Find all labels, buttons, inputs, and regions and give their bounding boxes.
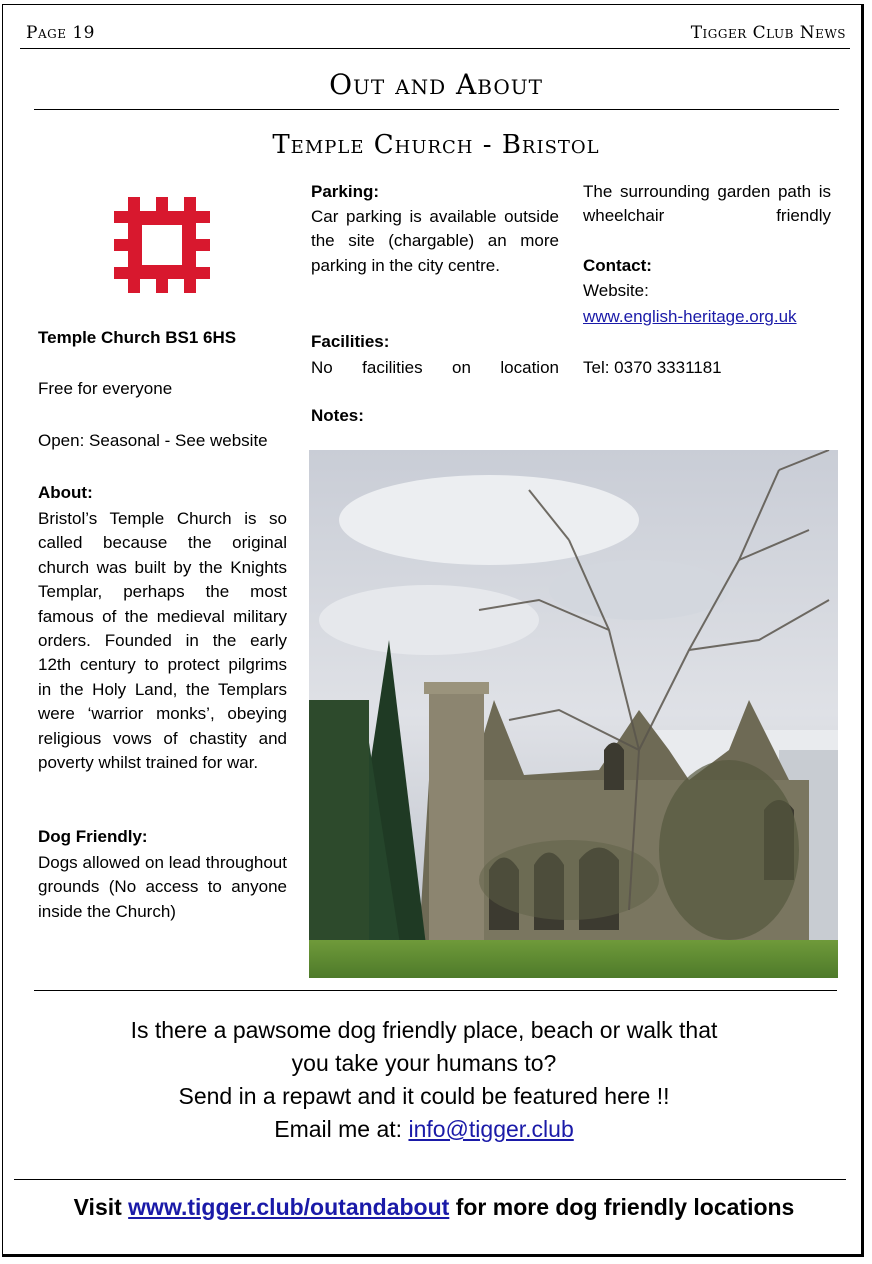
page-number: Page 19 bbox=[26, 23, 95, 43]
publication-name: Tigger Club News bbox=[690, 23, 846, 43]
promo-line-1: Is there a pawsome dog friendly place, beach or walk that bbox=[130, 1017, 718, 1043]
footer-rule bbox=[14, 1179, 846, 1180]
temple-church-photo bbox=[309, 450, 838, 978]
section-rule bbox=[34, 109, 839, 110]
facilities-heading: Facilities: bbox=[311, 332, 390, 351]
access-text: The surrounding garden path is wheelchair friendly bbox=[583, 182, 831, 226]
address: Temple Church BS1 6HS bbox=[38, 328, 237, 347]
contact-heading: Contact: bbox=[583, 256, 652, 275]
dog-friendly-heading: Dog Friendly: bbox=[38, 827, 148, 846]
header-rule bbox=[20, 48, 850, 49]
parking-text: Car parking is available outside the site (chargable) an more parking in the city centre. bbox=[311, 207, 559, 275]
footer-link[interactable]: www.tigger.club/outandabout bbox=[128, 1194, 450, 1220]
price-info: Free for everyone bbox=[38, 379, 173, 398]
parking-heading: Parking: bbox=[311, 182, 380, 201]
promo-line-3: Send in a repawt and it could be featured here !! bbox=[178, 1083, 670, 1109]
footer-line bbox=[0, 1194, 868, 1221]
telephone: Tel: 0370 3331181 bbox=[583, 358, 722, 377]
section-title: Out and About bbox=[329, 68, 543, 101]
promo-line-2: you take your humans to? bbox=[291, 1050, 557, 1076]
dog-friendly-text: Dogs allowed on lead throughout grounds (No access to anyone inside the Church) bbox=[38, 853, 287, 921]
email-link[interactable]: info@tigger.club bbox=[408, 1116, 574, 1142]
footer-prefix: Visit bbox=[73, 1194, 129, 1220]
notes-heading: Notes: bbox=[311, 406, 364, 425]
promo-top-rule bbox=[34, 990, 837, 991]
article-title: Temple Church - Bristol bbox=[272, 130, 600, 160]
footer-suffix: for more dog friendly locations bbox=[449, 1194, 795, 1220]
website-label: Website: bbox=[583, 281, 649, 300]
promo-email-line bbox=[0, 1113, 848, 1146]
email-prefix: Email me at: bbox=[274, 1116, 409, 1142]
website-link[interactable]: www.english-heritage.org.uk bbox=[583, 307, 797, 326]
english-heritage-logo bbox=[112, 195, 212, 295]
facilities-text: No facilities on location bbox=[311, 358, 559, 377]
about-heading: About: bbox=[38, 483, 93, 502]
about-text: Bristol’s Temple Church is so called because the original church was built by the Knights Templar, perhaps the most famous of the medieval military orders. Founded in the early 12th century to protect pilgrims in the Holy Land, the Templars were ‘warrior monks’, obeying religious vows of chastity and poverty whilst trained for war. bbox=[38, 509, 287, 773]
opening-info: Open: Seasonal - See website bbox=[38, 431, 268, 450]
